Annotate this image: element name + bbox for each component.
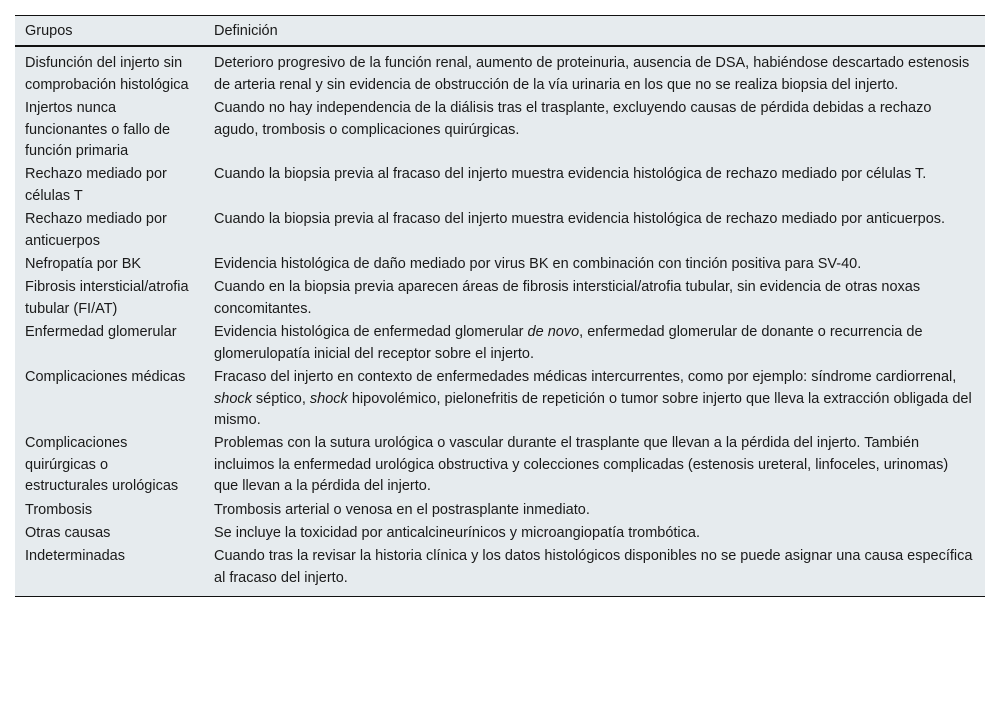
header-row (15, 16, 985, 47)
row-definition (204, 366, 985, 432)
definition-text: séptico, (251, 390, 310, 407)
definition-text: hipovolémico, pielonefritis de repetición o tumor sobre injerto que lleva la extracción obligada del mismo. (214, 390, 972, 428)
row-definition: Evidencia histológica de daño mediado por virus BK en combinación con tinción positiva para SV-40. (214, 256, 862, 273)
definition-italic: shock (309, 390, 348, 407)
row-group: Enfermedad glomerular (25, 324, 177, 341)
table-header (15, 16, 985, 47)
row-group: Complicaciones quirúrgicas o estructurales urológicas (25, 435, 179, 495)
table-row (15, 46, 985, 97)
row-definition: Trombosis arterial o venosa en el postrasplante inmediato. (214, 501, 590, 518)
row-definition: Cuando la biopsia previa al fracaso del injerto muestra evidencia histológica de rechazo mediado por anticuerpos. (214, 211, 946, 228)
definition-text: Evidencia histológica de enfermedad glomerular (214, 324, 528, 341)
row-group: Fibrosis intersticial/atrofia tubular (FI/AT) (25, 279, 189, 317)
row-group: Disfunción del injerto sin comprobación histológica (25, 55, 189, 93)
table-row (15, 163, 985, 208)
table-row (15, 499, 985, 522)
table-row (15, 522, 985, 545)
row-group: Injertos nunca funcionantes o fallo de función primaria (25, 100, 171, 160)
table-row (15, 253, 985, 276)
definition-italic: shock (214, 390, 252, 407)
table-row (15, 97, 985, 163)
table-body (15, 46, 985, 596)
row-definition (204, 321, 985, 366)
definition-text: , enfermedad glomerular de donante o recurrencia de glomerulopatía inicial del receptor sobre el injerto. (214, 324, 923, 362)
row-group: Indeterminadas (15, 545, 204, 596)
definitions-table (15, 15, 985, 597)
table-row (15, 321, 985, 366)
table-row (15, 208, 985, 253)
row-group: Complicaciones médicas (25, 369, 186, 386)
row-definition: Cuando no hay independencia de la diálisis tras el trasplante, excluyendo causas de pérdida debidas a rechazo agudo, trombosis o complicaciones quirúrgicas. (214, 100, 932, 138)
row-definition: Se incluye la toxicidad por anticalcineurínicos y microangiopatía trombótica. (214, 524, 700, 541)
row-group: Rechazo mediado por anticuerpos (25, 211, 167, 249)
row-group: Nefropatía por BK (25, 256, 142, 273)
row-definition: Cuando la biopsia previa al fracaso del injerto muestra evidencia histológica de rechazo mediado por células T. (214, 166, 927, 183)
row-definition: Cuando tras la revisar la historia clínica y los datos histológicos disponibles no se puede asignar una causa específica al fracaso del injerto. (204, 545, 985, 596)
table-row (15, 276, 985, 321)
header-definicion: Definición (204, 16, 985, 47)
header-grupos: Grupos (15, 16, 204, 47)
row-definition: Deterioro progresivo de la función renal, aumento de proteinuria, ausencia de DSA, habiéndose descartado estenosis de arteria renal y sin evidencia de obstrucción de la vía urinaria en los que no se realiza biopsia del injerto. (214, 55, 970, 93)
definition-italic: de novo (527, 324, 580, 341)
definition-text: Fracaso del injerto en contexto de enfermedades médicas intercurrentes, como por ejemplo: síndrome cardiorrenal, (214, 369, 957, 386)
table-row (15, 432, 985, 498)
row-definition: Cuando en la biopsia previa aparecen áreas de fibrosis intersticial/atrofia tubular, sin evidencia de otras noxas concomitantes. (214, 279, 921, 317)
row-definition: Problemas con la sutura urológica o vascular durante el trasplante que llevan a la pérdida del injerto. También incluimos la enfermedad urológica obstructiva y colecciones complicadas (estenosis ureteral, linfoceles, urinomas) que llevan a la pérdida del injerto. (214, 435, 949, 495)
row-group: Trombosis (25, 501, 93, 518)
definitions-table-container (15, 15, 985, 597)
row-group: Otras causas (25, 524, 111, 541)
row-group: Rechazo mediado por células T (25, 166, 167, 204)
table-row (15, 545, 985, 596)
table-row (15, 366, 985, 432)
